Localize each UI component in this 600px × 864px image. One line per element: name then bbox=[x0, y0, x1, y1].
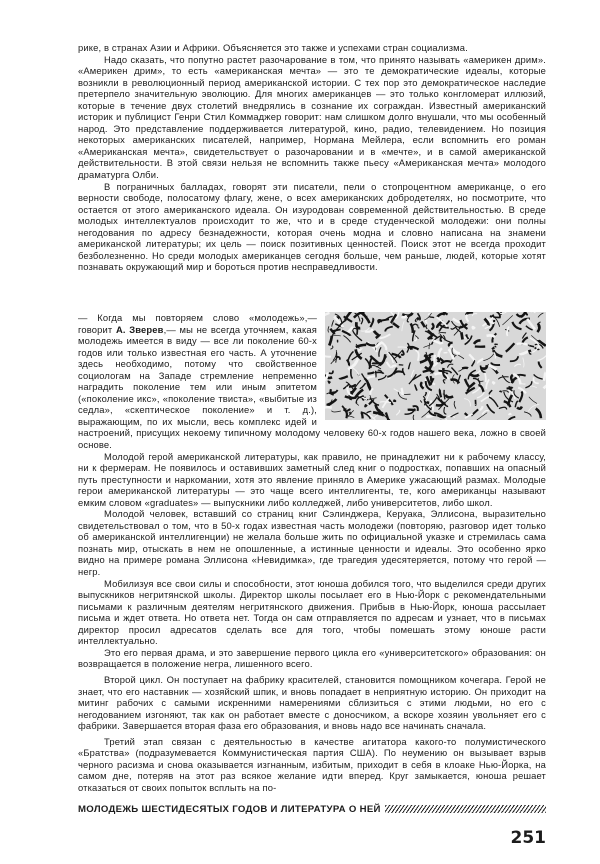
quote-before: — Когда мы повторяем слово «молодежь»,— говорит bbox=[78, 312, 317, 335]
quote-after: ,— мы не всегда уточняем, какая молодежь имеется в виду — все ли поколение 60-х годов или только известная его часть. А уточнение здесь необходимо, потому что свойственное социологам на Западе стремление непременно наградить поколение тем или иным эпитетом («поколение икс», «поколение твиста», «выбитые из седла», «скептическое поколение» и т. д.), выражающим, по их мысли, весь комплекс идей и настроений, присущих некоему типичному молодому человеку 60-х годов нашего века, ложно в своей основе. bbox=[78, 323, 546, 451]
paragraph: Молодой герой американской литературы, как правило, не принадлежит ни к рабочему классу, ни к фермерам. Не появилось и оставивших заметный след книг о подростках, попавших на опасный путь преступности и наркомании, хотя это явление приняло в Америке ужасающий размах. Молодые герои американской литературы — это чаще всего интеллигенты, те, кого американцы называют емким словом «graduates» — выпускники либо колледжей, либо университетов, либо школ. bbox=[78, 450, 546, 508]
paragraph: В пограничных балладах, говорят эти писатели, пели о стопроцентном американце, о его верности свободе, полосатому флагу, жене, о всех американских добродетелях, но посмотрите, что остается от этого американского идеала. Он изуродован современной действительностью. В среде молодых интеллектуалов происходит то же, что и в среде студенческой молодежи: они полны негодования по адресу безнадежности, которая очень модна и словно написана на знамени американской литературы; их цель — поиск позитивных ценностей. Поиск этот не всегда проходит безболезненно. Но среди молодых американцев сегодня больше, чем раньше, людей, которые хотят познавать окружающий мир и бороться против несправедливости. bbox=[78, 180, 546, 273]
illustration-image bbox=[325, 312, 546, 420]
hatch-rule bbox=[385, 805, 546, 813]
main-text-block bbox=[78, 312, 546, 793]
quote-author: А. Зверев bbox=[115, 323, 164, 335]
paragraph: Третий этап связан с деятельностью в качестве агитатора какого-то полумистического «Братства» (подразумевается Коммунистическая партия США). По неумению он вызывает взрыв черного расизма и снова оказывается изгнанным, избитым, приходит в себя в клоаке Нью-Йорка, на самом дне, потеряв на этот раз всякое желание идти вперед. Круг замыкается, юноша решает отказаться от своих попыток всплыть на по- bbox=[78, 735, 546, 793]
page-number: 251 bbox=[510, 828, 546, 848]
woodcut-illustration bbox=[325, 312, 546, 420]
paragraph: Надо сказать, что попутно растет разочарование в том, что принято называть «америкен дрим». «Америкен дрим», то есть «американская мечта» — это те демократические идеалы, которые возникли в революционный период американской истории. С тех пор это демократическое наследие претерпело значительную эволюцию. Для многих американцев — это только конгломерат иллюзий, которые в течение двух столетий внедрялись в сознание их сограждан. Известный американский историк и публицист Генри Стил Коммаджер говорит: нам слишком долго внушали, что мы особенный народ. Это представление поддерживается литературой, кино, радио, телевидением. Но позиция некоторых американских писателей, например, Нормана Мейлера, если вспомнить его роман «Американская мечта», свидетельствует о разочаровании и в «мечте», и в самой американской действительности. В этой связи нельзя не вспомнить также пьесу «Американская мечта» молодого драматурга Олби. bbox=[78, 53, 546, 181]
paragraph: Это его первая драма, и это завершение первого цикла его «университетского» образования: он возвращается в положение негра, лишенного всего. bbox=[78, 646, 546, 670]
running-footer bbox=[78, 802, 546, 816]
top-text-block bbox=[78, 42, 546, 273]
paragraph: рике, в странах Азии и Африки. Объясняется это также и успехами стран социализма. bbox=[78, 42, 468, 53]
paragraph: Мобилизуя все свои силы и способности, этот юноша добился того, что выделился среди других выпускников негритянской школы. Директор школы посылает его в Нью-Йорк с рекомендательными письмами к различным деятелям негритянского движения. Прибыв в Нью-Йорк, юноша рассылает письма и ждет ответа. Но ответа нет. Тогда он сам отправляется по адресам и узнает, что в письмах директор просил адресатов сделать все для того, чтобы помешать этому юноше расти интеллектуально. bbox=[78, 577, 546, 647]
paragraph: Молодой человек, вставший со страниц книг Сэлинджера, Керуака, Эллисона, выразительно свидетельствовал о том, что в 50-х годах известная часть молодежи (повторяю, разговор идет только об американской интеллигенции) не желала больше жить по официальной указке и стремилась сама познать мир, отыскать в нем не опошленные, а истинные ценности и идеалы. Это особенно ярко видно на примере романа Эллисона «Невидимка», где трагедия удесятеряется, потому что герой — негр. bbox=[78, 508, 546, 578]
running-title: МОЛОДЕЖЬ ШЕСТИДЕСЯТЫХ ГОДОВ И ЛИТЕРАТУРА О НЕЙ bbox=[78, 803, 381, 815]
paragraph: Второй цикл. Он поступает на фабрику красителей, становится помощником кочегара. Герой не знает, что его наставник — хозяйский шпик, и вновь попадает в неприятную историю. Он приходит на митинг рабочих с самыми искренними намерениями сблизиться с этими людьми, но его с негодованием изгоняют, так как он работает вместе с доносчиком, а вскоре хозяин увольняет его с фабрики. Завершается вторая фаза его образования, и вновь надо все начинать сначала. bbox=[78, 673, 546, 732]
